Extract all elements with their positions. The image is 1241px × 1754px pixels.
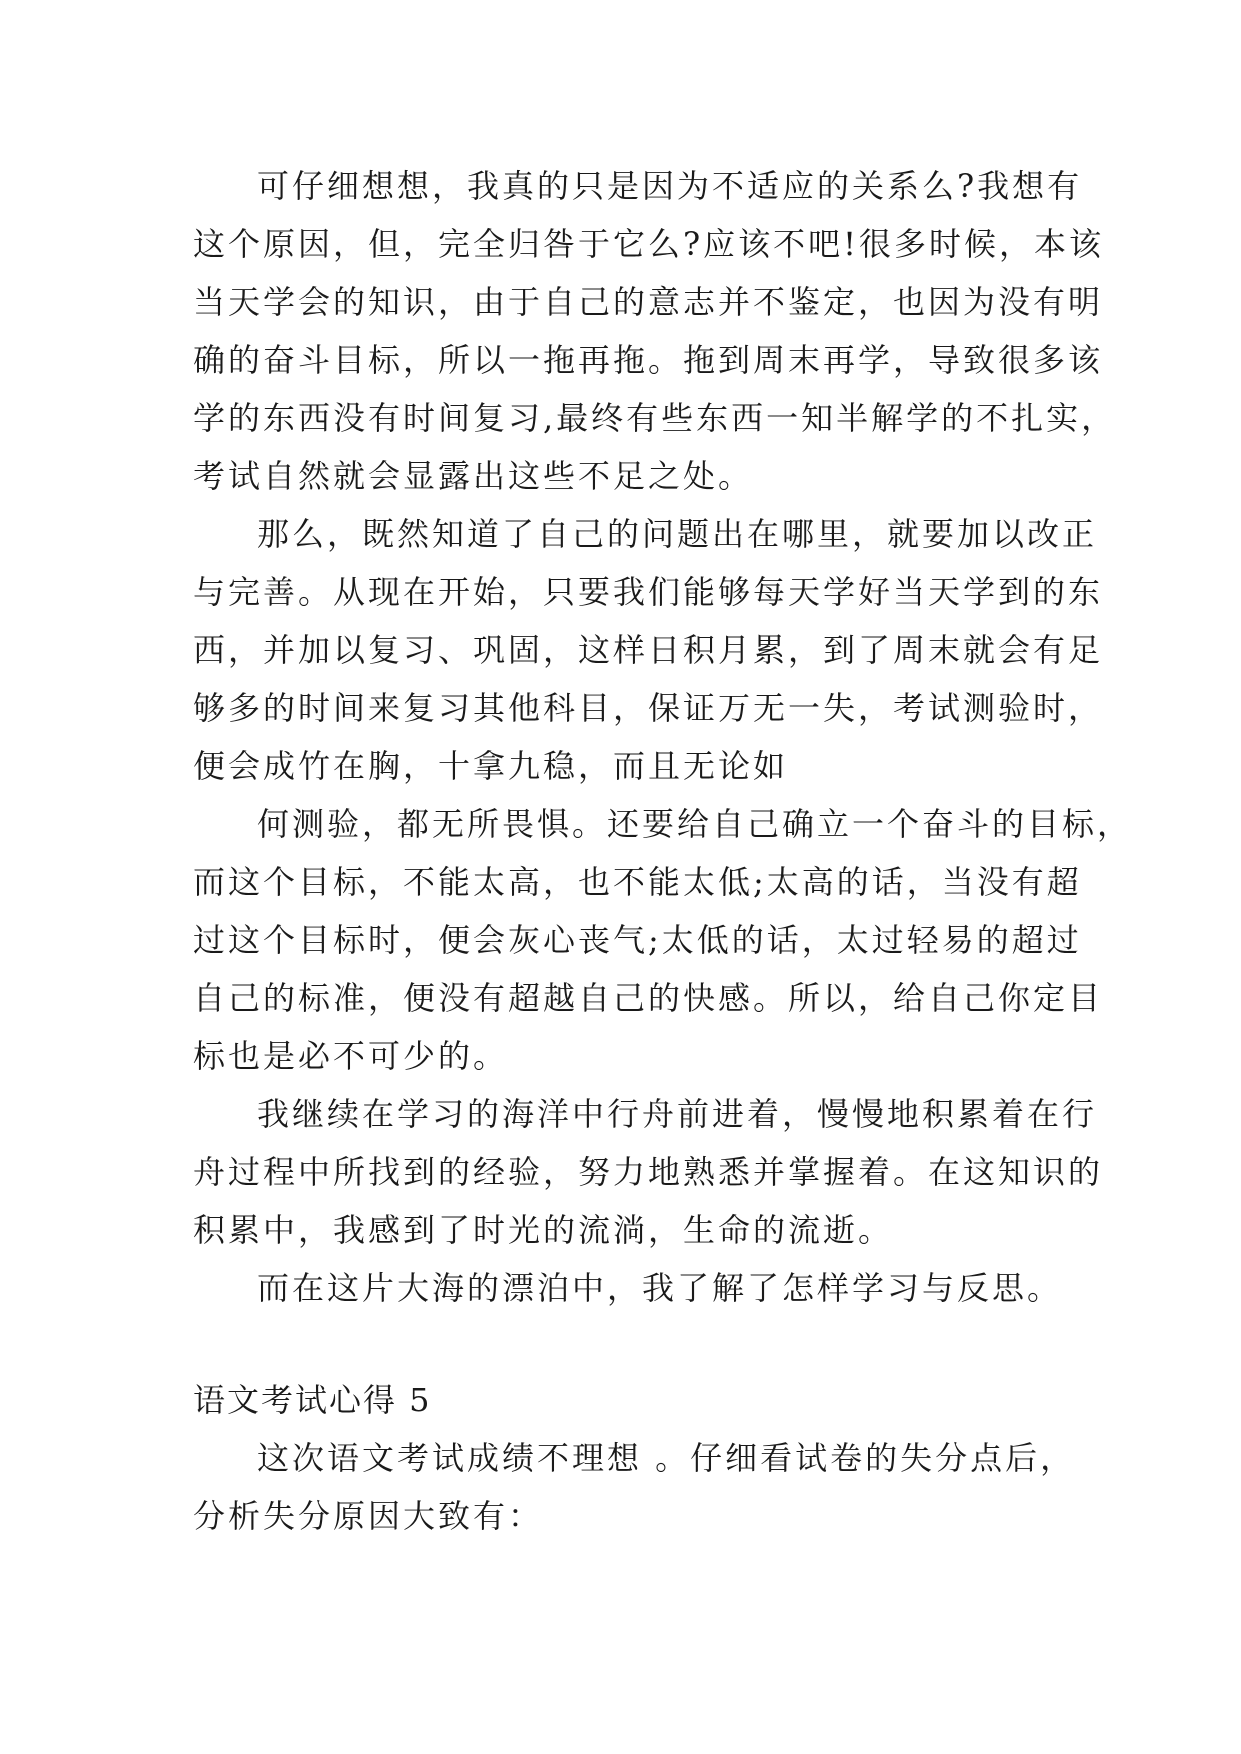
paragraph-6-line-2: 分析失分原因大致有： — [193, 1497, 544, 1535]
paragraph-2-line-1: 那么，既然知道了自己的问题出在哪里，就要加以改正 — [257, 515, 1098, 553]
paragraph-4-line-1: 我继续在学习的海洋中行舟前进着，慢慢地积累着在行 — [257, 1095, 1098, 1133]
paragraph-2-line-2: 与完善。从现在开始，只要我们能够每天学好当天学到的东 — [193, 573, 1104, 611]
paragraph-3-line-4: 自己的标准，便没有超越自己的快感。所以，给自己你定目 — [193, 979, 1104, 1017]
paragraph-1-line-3: 当天学会的知识，由于自己的意志并不鉴定，也因为没有明 — [193, 283, 1104, 321]
paragraph-4-line-3: 积累中，我感到了时光的流淌，生命的流逝。 — [193, 1211, 894, 1249]
paragraph-2-line-5: 便会成竹在胸，十拿九稳，而且无论如 — [193, 747, 789, 785]
paragraph-1-line-4: 确的奋斗目标，所以一拖再拖。拖到周末再学，导致很多该 — [193, 341, 1104, 379]
paragraph-3-line-3: 过这个目标时，便会灰心丧气;太低的话，太过轻易的超过 — [193, 921, 1082, 959]
paragraph-3-line-5: 标也是必不可少的。 — [193, 1037, 509, 1075]
paragraph-5-line-1: 而在这片大海的漂泊中，我了解了怎样学习与反思。 — [257, 1269, 1063, 1307]
paragraph-1-line-6: 考试自然就会显露出这些不足之处。 — [193, 457, 754, 495]
paragraph-1-line-2: 这个原因，但，完全归咎于它么?应该不吧!很多时候，本该 — [193, 225, 1105, 263]
paragraph-2-line-4: 够多的时间来复习其他科目，保证万无一失，考试测验时， — [193, 689, 1104, 727]
paragraph-3-line-2: 而这个目标，不能太高，也不能太低;太高的话，当没有超 — [193, 863, 1082, 901]
paragraph-2-line-3: 西，并加以复习、巩固，这样日积月累，到了周末就会有足 — [193, 631, 1104, 669]
section-heading: 语文考试心得 5 — [193, 1381, 432, 1419]
paragraph-6-line-1: 这次语文考试成绩不理想 。仔细看试卷的失分点后， — [257, 1439, 1076, 1477]
paragraph-4-line-2: 舟过程中所找到的经验，努力地熟悉并掌握着。在这知识的 — [193, 1153, 1104, 1191]
paragraph-1-line-5: 学的东西没有时间复习,最终有些东西一知半解学的不扎实， — [193, 399, 1117, 437]
paragraph-1-line-1: 可仔细想想，我真的只是因为不适应的关系么?我想有 — [257, 167, 1083, 205]
paragraph-3-line-1: 何测验，都无所畏惧。还要给自己确立一个奋斗的目标， — [257, 805, 1133, 843]
